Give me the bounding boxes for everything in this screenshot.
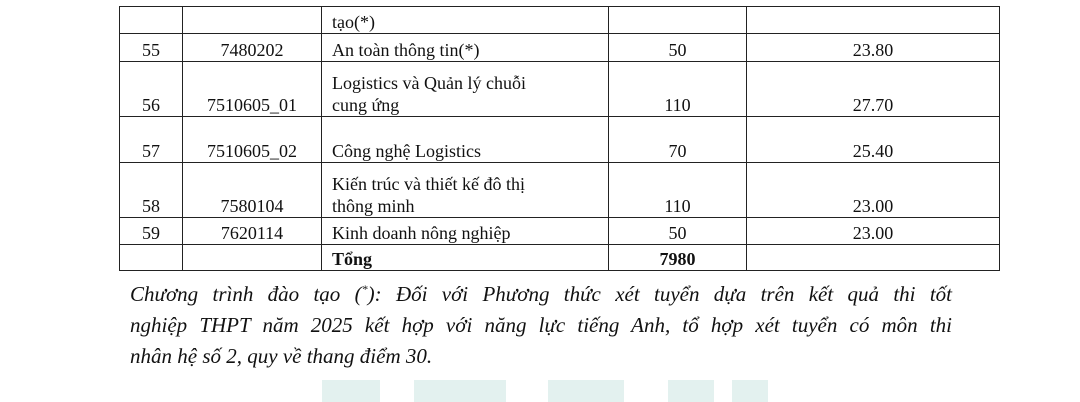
cell-code: 7510605_01 [183, 62, 322, 117]
cell-name [322, 163, 609, 218]
cell-stt: 59 [120, 218, 183, 245]
cell-quota: 50 [609, 218, 747, 245]
cell-quota: 50 [609, 34, 747, 62]
cell-stt: 56 [120, 62, 183, 117]
cell-name: tạo(*) [322, 7, 609, 34]
cell-score: 25.40 [747, 117, 1000, 163]
name-line: Kinh doanh nông nghiệp [332, 223, 511, 243]
table-row [120, 163, 1000, 218]
background-watermark [0, 380, 1080, 402]
cell-score: 27.70 [747, 62, 1000, 117]
table-row [120, 218, 1000, 245]
watermark-block [668, 380, 714, 402]
footnote-line [130, 279, 952, 310]
footnote-prefix: Chương trình đào tạo ( [130, 282, 362, 306]
footnote-text: ): Đối với Phương thức xét tuyển dựa trên kết quả thi tốt [367, 282, 953, 306]
cell-stt [120, 7, 183, 34]
cell-code: 7580104 [183, 163, 322, 218]
watermark-block [732, 380, 768, 402]
cell-name [322, 218, 609, 245]
admissions-table [119, 6, 1000, 271]
name-line: An toàn thông tin(*) [332, 40, 480, 60]
cell-code [183, 7, 322, 34]
cell-name [322, 34, 609, 62]
table-row-continued [120, 7, 1000, 34]
cell-code: 7480202 [183, 34, 322, 62]
cell-stt [120, 245, 183, 271]
cell-quota: 70 [609, 117, 747, 163]
cell-name [322, 117, 609, 163]
cell-name [322, 62, 609, 117]
table-row [120, 34, 1000, 62]
cell-quota [609, 7, 747, 34]
cell-score: 23.00 [747, 218, 1000, 245]
watermark-block [322, 380, 380, 402]
watermark-block [548, 380, 624, 402]
cell-quota: 110 [609, 62, 747, 117]
cell-score: 23.00 [747, 163, 1000, 218]
name-line: Công nghệ Logistics [332, 141, 481, 161]
table-row-total [120, 245, 1000, 271]
footnote-line: nhân hệ số 2, quy về thang điểm 30. [130, 344, 433, 368]
name-line: Logistics và Quản lý chuỗi [332, 73, 526, 93]
footnote-star: * [361, 282, 368, 296]
footnote-line: nghiệp THPT năm 2025 kết hợp với năng lực tiếng Anh, tổ hợp xét tuyển có môn thi [130, 313, 952, 337]
cell-code: 7620114 [183, 218, 322, 245]
cell-stt: 57 [120, 117, 183, 163]
footnote [130, 279, 952, 372]
cell-code [183, 245, 322, 271]
cell-stt: 55 [120, 34, 183, 62]
table-row [120, 62, 1000, 117]
total-label: Tổng [322, 245, 609, 271]
cell-stt: 58 [120, 163, 183, 218]
name-line: Kiến trúc và thiết kế đô thị [332, 174, 525, 194]
watermark-block [414, 380, 506, 402]
name-line: cung ứng [332, 95, 400, 115]
cell-score [747, 245, 1000, 271]
cell-code: 7510605_02 [183, 117, 322, 163]
cell-quota: 110 [609, 163, 747, 218]
cell-score [747, 7, 1000, 34]
cell-score: 23.80 [747, 34, 1000, 62]
name-line: thông minh [332, 196, 415, 216]
total-quota: 7980 [609, 245, 747, 271]
table-row [120, 117, 1000, 163]
